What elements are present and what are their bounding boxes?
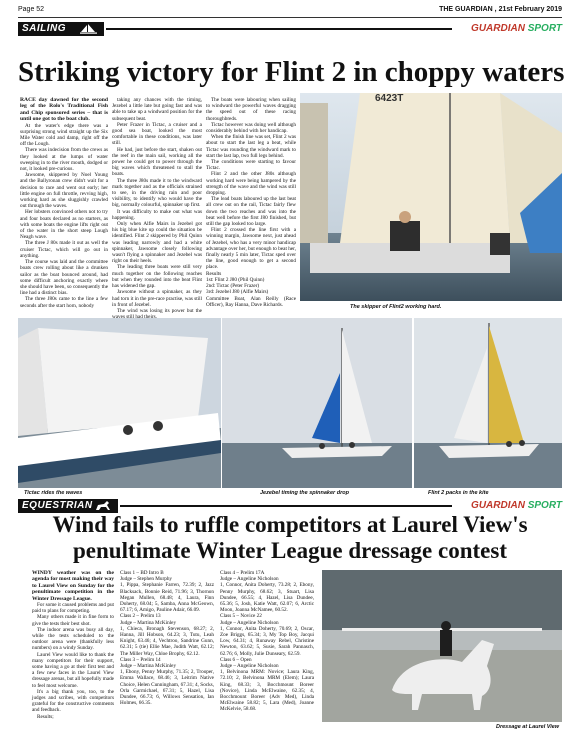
flint2-image: [414, 318, 562, 488]
paragraph: The lead boats laboured up the last beat all crew out on the rail, Tictac fairly flew down the two reaches and was into the beat well before the first J80 finished, but still the gap looked too large.: [206, 196, 296, 228]
paragraph: The course was laid and the committee boats crew rolling about like a drunken sailor as the boat bounced around, had some difficult anchoring exactly where she should have been, so consequently the line had a distinct bias.: [20, 259, 108, 297]
results-line: 1, Connor, Anita Doherty, 73.28; 2, Ebony, Penny Murphy, 68.62; 3, Stuart, Lisa Dundee, 66.55; 4, Hazel, Lisa Dundee, 65.36; 5, Josh, Katie Watt, 62.07; 6, Arctic Moon, Joanna McNamee, 60.52.: [220, 582, 314, 614]
paragraph: Jawsome without a spinnaker, as they had torn it in the pre-race practise, was still in front of Jezebel.: [112, 289, 202, 308]
results-line: Class 2 – Prelim 13: [120, 613, 161, 620]
paragraph: The leading three boats were still very much together on the following reaches but when they rounded into the beat Flint has widened the gap.: [112, 264, 202, 290]
equestrian-article-col-1: [32, 570, 114, 720]
flint2-photo-caption: Flint 2 packs in the kite: [428, 490, 489, 496]
paragraph: The three J 80s made it out as well the cruiser Tictac, which will go out in anything.: [20, 240, 108, 259]
paragraph: The wind was losing its power but the: [117, 307, 202, 314]
tictac-image: [18, 318, 221, 488]
paragraph: Results;: [37, 713, 54, 720]
sailing-article-col-1: [20, 97, 108, 309]
paragraph: The boats were labouring when sailing to windward the powerful waves dragging the speed out of these racing thoroughbreds.: [206, 97, 296, 122]
sailing-article-col-2: [112, 97, 202, 314]
results-line: 1, Connor, Anita Doherty, 70.69; 2, Oscar, Zoe Briggs, 65.34; 3, My Top Boy, Jacqui Low, 64.31; 4, Runaway Rebel, Christine Newton, 63.62; 5, Susie, Sarah Pannasch, 62.76; 6, Molly, Julie Dunseary, 62.59.: [220, 625, 314, 657]
paragraph: There was indecision from the crews as they looked at the lumps of water sweeping in to the river mouth, dodged or not, it looked pre-curious.: [20, 147, 108, 173]
section-divider: [106, 28, 452, 30]
results-line: Class 4 – Prelim 17A: [220, 570, 265, 576]
result-line: 1st: Flint 2 J80 (Phil Quinn): [206, 276, 265, 283]
brand-logo: GUARDIAN SPORT: [471, 23, 562, 34]
results-line: Judge – Stephen Murphy: [120, 576, 173, 583]
paper-date: THE GUARDIAN , 21st February 2019: [439, 6, 562, 13]
results-line: Class 5 – Novice 22: [220, 613, 262, 620]
results-line: 1, Pippa, Stephanie Farren, 72.39; 2, Jazz Blacksack, Bonnie Reid, 71.96; 3, Thornon Megan Mullen, 68.48; 4, Laura, Finn Doherty, 68.04; 5, Samba, Anna McGeown, 67.17; 6, Amigo, Pauline Adair, 66.09.: [120, 582, 214, 614]
paragraph: Flint 2 and the other J80s although working hard were being hampered by the strength of the wave and the wind was still dropping.: [206, 171, 296, 197]
jezebel-photo-caption: Jezebel timing the spinnaker drop: [260, 490, 349, 496]
equestrian-results-col-1: [120, 570, 214, 720]
tictac-photo-caption: Tictac rides the waves: [24, 490, 83, 496]
results-line: Judge – Martina McKinley: [120, 663, 177, 670]
paragraph: Laurel View would like to thank the many competitors for their support, some having a go at their first test and a few new faces in the Laurel View dressage arenas, but all hopefully made to feel most welcome.: [32, 651, 114, 689]
results-line: Judge – Martina McKinley: [120, 619, 177, 626]
paragraph: The indoor arena was busy all day, while the tests scheduled to the outdoor arena were (thankfully less numbers) on a windy Sunday.: [32, 626, 114, 652]
header-rule: [18, 17, 562, 18]
sailing-headline: Striking victory for Flint 2 in choppy waters: [18, 56, 565, 88]
paragraph: RACE day dawned for the second leg of the Rolo's Traditional Fish and Chip sponsored series – that is until one got to the boat club.: [20, 97, 108, 123]
results-line: Judge – Angeline Nicholson: [220, 663, 279, 670]
paragraph: WINDY weather was on the agenda for most making their way to Laurel View on Sunday for the penultimate competition in the Winter Dressage League.: [32, 570, 114, 602]
section-divider: [120, 505, 452, 507]
paragraph: Only when Alfie Mairs in Jezebel got his big blue kite up could the situation be identified. Flint 2 skippered by Phil Quinn was leading narrowly and had a white spinnaker, Jawsome closely following wasn't flying a spinnaker and Jezebel was right on their heels.: [112, 221, 202, 265]
paragraph: Peter Frazer in Tictac, a cruiser and a good sea boat, looked the most comfortable in these conditions, was later still.: [112, 121, 202, 147]
horse-icon: [92, 501, 114, 511]
tictac-photo: [18, 318, 221, 488]
flint2-photo: [414, 318, 562, 488]
brand-logo: GUARDIAN SPORT: [471, 500, 562, 511]
equestrian-results-col-2: [220, 570, 314, 720]
paragraph: Many others made it in fine form to give the tests their best shot.: [32, 614, 114, 627]
paragraph: The three J80s made it to the windward mark together and as the officials strained to see, in the driving rain and poor visibility, to identify who would have the big, normally colourful, spinnaker up first.: [112, 177, 202, 209]
results-line: Judge – Angeline Nicholson: [220, 576, 279, 583]
skipper-image: [300, 93, 562, 301]
results-line: 1, Chieca, Bronagh Stevenson, 68.27; 2, Hanna, Jill Hobson, 64.23; 3, Tutu, Leah Knight, 63.46; 4, Vechtroo, Sandrine Gunn, 62.31; 5 (tie) Ellie Mae, Judith Watt, 62.12; The Miller Way, Chloe Brophy, 62.12.: [120, 625, 214, 657]
jezebel-photo: [222, 318, 412, 488]
page-number: Page 52: [18, 6, 45, 13]
equestrian-section-label: EQUESTRIAN: [18, 499, 118, 513]
skipper-photo-caption: The skipper of Flint2 working hard.: [350, 304, 442, 310]
paragraph: Jawsome, skippered by Noel Young and the Ballyronan crew didn't wait for a decision to race and went out early; her little engine on full throttle, revving high, working hard as she sluggishly crawled out through the waves.: [20, 172, 108, 210]
results-line: Judge – Angeline Nicholson: [220, 619, 279, 626]
results-line: Class 1 – BD Intro B: [120, 570, 164, 576]
results-line: 1, Ebony, Penny Murphy, 71.35; 2, Trooper, Emma Wallace, 68.46; 3, Leitrim Native Choice, Helen Cunningham, 67.31; 4, Socks, Orla Garmichael, 67.31; 5, Hazel, Lisa Dundee, 66.73; 6, Willows Sensation, Ian Holmes, 66.35.: [120, 669, 214, 707]
dressage-photo-caption: Dressage at Laurel View: [496, 724, 560, 730]
results-line: 1, Belvinona MRM: Novice; Laura King, 72.10; 2, Belvinona MRM (Elem); Laura King, 68.33; 3, Bocchmount Boreer (Novice), Linda McElwaine, 62.35; 4, Bocchmount Boreer (Adv Med), Linda McElwaine 58.82; 5, Lara (Med), Joanne McKelvie, 58.68.: [220, 669, 314, 713]
paragraph: For some it caused problems and put paid to plans for competing.: [32, 602, 114, 615]
paragraph: It was difficulty to make out what was happening.: [112, 208, 202, 221]
result-line: 3rd: Jezebel J80 (Alfie Mairs): [206, 289, 269, 296]
paragraph: The three J80s came to the line a few seconds after the start horn, nobody: [20, 296, 108, 309]
paragraph: When the finish line was set, Flint 2 was about to start the last leg a beat, while Tictac was rounding the windward mark to start the last lap, two full legs behind.: [206, 134, 296, 159]
paragraph: At the water's edge there was a surprising strong wind straight up the Six Mile Water cold and damp, right off the off the Lough.: [20, 122, 108, 148]
paragraph: Tictac however was doing well although considerably behind with her handicap.: [206, 121, 296, 135]
result-line: 2nd: Tictac (Peter Frazer): [206, 283, 260, 290]
equestrian-headline: Wind fails to ruffle competitors at Laurel View's penultimate Winter League dressage contest: [52, 512, 528, 563]
sailing-section-bar: [18, 22, 562, 36]
dressage-photo: [322, 570, 562, 722]
skipper-photo: [300, 93, 562, 301]
paragraph: Flint 2 crossed the line first with a winning margin, Jawsome next, just ahead of Jezebel, who has a very minor handicap advantage over her, but enough to beat her, finally nearly 5 min later, Tictac sped over the line, good enough to get a second place.: [206, 227, 296, 271]
sail-number-label: 6423T: [375, 93, 404, 104]
paragraph: He had, just before the start, shaken out the reef in the main sail, working all the power he could get to power through the big waves which threatened to stall the boats.: [112, 146, 202, 178]
equestrian-section-bar: [18, 499, 562, 513]
paragraph: It's a big thank you, too, to the judges and scribes, with competitors grateful for the constructive comments and feedback.: [32, 688, 114, 714]
sailing-section-label: SAILING: [18, 22, 104, 36]
dressage-image: [322, 570, 562, 722]
jezebel-image: [222, 318, 412, 488]
paragraph: Her lobsters convinced others not to try and four boats declared as no starters, as with some boats the engine lifts right out of the water in the short steep Lough Neagh wave.: [20, 209, 108, 241]
paragraph: The conditions were starting to favour Tictac.: [206, 159, 296, 172]
sailing-article-col-3: [206, 97, 296, 309]
results-heading: Results: [206, 270, 222, 277]
paragraph: taking any chances with the timing, Jezebel a little late but going fast and was able to take up a windward position for the subsequent beat.: [112, 97, 202, 122]
results-line: Class 6 – Open: [220, 656, 252, 663]
results-line: Class 3 – Prelim 14: [120, 656, 161, 663]
sailboat-icon: [78, 24, 100, 34]
result-line: Committee Boat, Alan Reilly (Race Officer), Ray Hanna, Dave Richards.: [206, 295, 296, 308]
